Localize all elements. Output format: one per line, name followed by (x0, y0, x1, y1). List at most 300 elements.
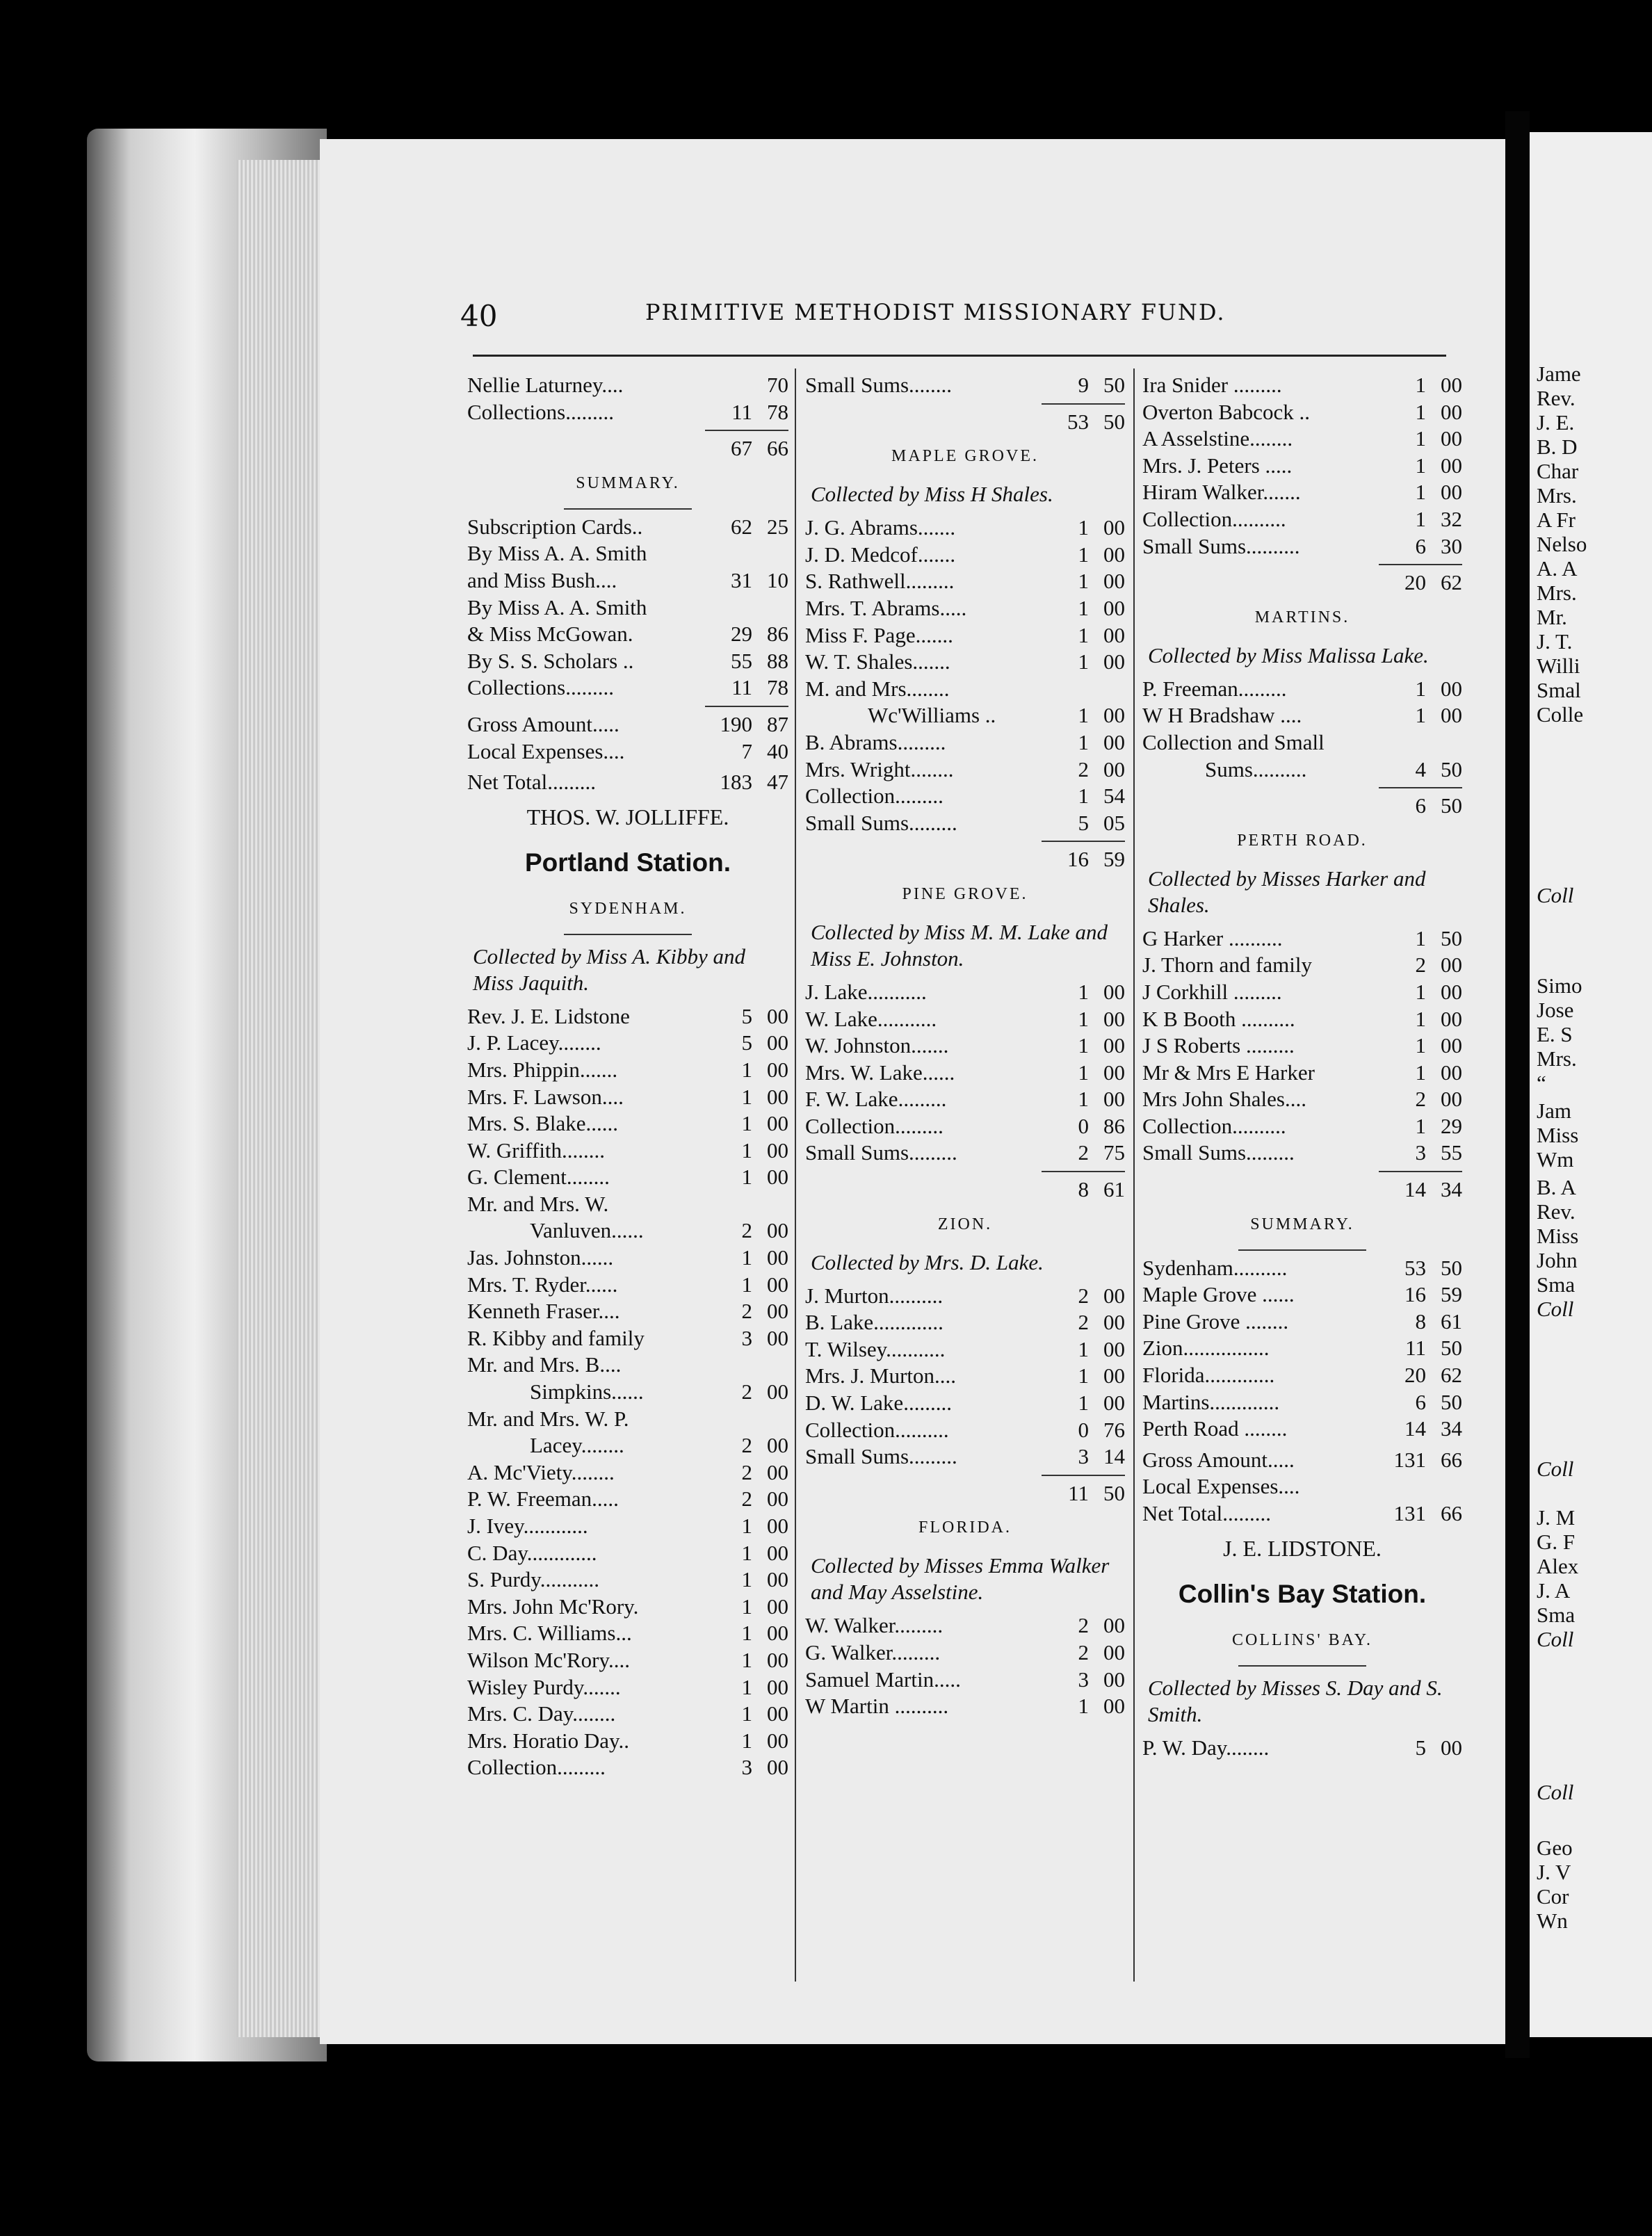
amount-dollars: 6 (1415, 533, 1426, 558)
amount-dollars: 1 (1415, 1006, 1426, 1031)
entry-name: Pine Grove ........ (1142, 1309, 1289, 1334)
entry-name: Gross Amount..... (1142, 1447, 1295, 1472)
amount-cents: 50 (1441, 756, 1462, 781)
entry-amount (1411, 793, 1463, 820)
entry-row (805, 1390, 1125, 1417)
entry-name: F. W. Lake......... (805, 1087, 947, 1112)
entry-name: Mrs. C. Day........ (467, 1701, 616, 1726)
total-rule (467, 702, 788, 711)
right-page-text: Char (1537, 459, 1579, 483)
amount-cents: 54 (1103, 784, 1125, 809)
header-rule (473, 355, 1446, 357)
entry-row (467, 711, 788, 738)
entry-row (1142, 1140, 1462, 1167)
entry-name: C. Day............. (467, 1540, 597, 1565)
entry-name: Collection......... (467, 1755, 606, 1780)
right-page-text: E. S (1537, 1022, 1573, 1046)
amount-dollars: 2 (741, 1218, 752, 1243)
amount-dollars: 2 (1078, 1310, 1089, 1335)
entry-name: A Asselstine........ (1142, 426, 1293, 451)
amount-cents: 00 (1103, 1613, 1125, 1638)
right-page-text: Jam (1537, 1099, 1571, 1123)
amount-dollars: 1 (741, 1514, 752, 1538)
entry-name: B. Lake............. (805, 1310, 944, 1335)
amount-dollars: 2 (741, 1486, 752, 1512)
entry-amount (1411, 1389, 1463, 1416)
entry-name: J. D. Medcof....... (805, 542, 956, 567)
amount-cents: 25 (767, 514, 788, 539)
amount-cents: 00 (1103, 1283, 1125, 1308)
entry-row (805, 1693, 1125, 1720)
entry-row (1142, 479, 1462, 506)
total-rule (1142, 560, 1462, 569)
amount-cents: 00 (767, 1111, 788, 1136)
entry-row (1142, 399, 1462, 426)
entry-amount (1411, 952, 1463, 979)
right-page-text: Miss (1537, 1224, 1579, 1248)
entry-amount (1411, 453, 1463, 480)
entry-row (1142, 506, 1462, 533)
entry-row (805, 729, 1125, 756)
amount-cents: 00 (767, 1433, 788, 1458)
entry-row (805, 1032, 1125, 1060)
entry-name: J. Thorn and family (1142, 953, 1312, 978)
amount-cents: 66 (1441, 1447, 1462, 1472)
amount-cents: 50 (1441, 1389, 1462, 1414)
entry-amount (1411, 426, 1463, 453)
section-heading: MARTINS. (1254, 608, 1350, 626)
entry-amount (738, 1003, 789, 1030)
right-page-text: A. A (1537, 556, 1578, 581)
entry-name: J. P. Lacey........ (467, 1030, 601, 1055)
entry-row (1142, 676, 1462, 703)
entry-amount (1411, 756, 1463, 784)
entry-row (805, 542, 1125, 569)
amount-dollars: 1 (1078, 703, 1089, 728)
amount-cents: 00 (1103, 979, 1125, 1004)
amount-cents: 00 (767, 1084, 788, 1109)
amount-dollars: 1 (1078, 542, 1089, 567)
entry-row (467, 1566, 788, 1594)
amount-dollars: 62 (731, 514, 752, 539)
amount-cents: 00 (767, 1647, 788, 1672)
amount-dollars: 6 (1415, 1389, 1426, 1414)
entry-row (1142, 952, 1462, 979)
entry-row (467, 1594, 788, 1621)
entry-name: Gross Amount..... (467, 711, 620, 736)
entry-row (467, 1272, 788, 1299)
entry-row (467, 1540, 788, 1567)
entry-row (1142, 1362, 1462, 1389)
entry-row (1142, 1281, 1462, 1309)
entry-amount (1074, 756, 1126, 784)
amount-cents: 00 (767, 1245, 788, 1270)
entry-row (467, 1245, 788, 1272)
entry-name: W H Bradshaw .... (1142, 703, 1302, 728)
entry-name: D. W. Lake......... (805, 1391, 952, 1416)
entry-amount (738, 1298, 789, 1325)
entry-name: Sums.......... (1205, 756, 1307, 781)
entry-name: Mr & Mrs E Harker (1142, 1060, 1315, 1085)
amount-cents: 00 (1441, 453, 1462, 478)
entry-row (467, 1217, 788, 1245)
right-page-text: Willi (1537, 654, 1580, 678)
entry-name: Mrs. T. Ryder...... (467, 1272, 618, 1297)
entry-amount (1074, 1113, 1126, 1140)
collector-line: Collected by Miss M. M. Lake and Miss E. Johnston. (811, 919, 1108, 971)
amount-dollars: 1 (1415, 979, 1426, 1004)
separator-rule (1142, 1245, 1462, 1255)
right-page-text: J. M (1537, 1505, 1576, 1530)
entry-name: Mrs. T. Abrams..... (805, 595, 967, 620)
right-page-text: Wm (1537, 1147, 1574, 1172)
column-middle (805, 372, 1125, 1720)
entry-row (805, 1309, 1125, 1336)
amount-cents: 00 (767, 1325, 788, 1350)
amount-dollars: 1 (741, 1165, 752, 1190)
amount-dollars: 1 (1415, 480, 1426, 505)
amount-cents: 00 (767, 1218, 788, 1243)
entry-name: W. T. Shales....... (805, 649, 950, 674)
amount-cents: 00 (1103, 595, 1125, 620)
entry-amount (1074, 1612, 1126, 1639)
right-page-text: J. E. (1537, 410, 1575, 435)
entry-amount (1411, 1006, 1463, 1033)
amount-dollars: 1 (741, 1057, 752, 1082)
column-divider-1 (795, 368, 796, 1982)
collector-line: Collected by Mrs. D. Lake. (811, 1249, 1044, 1274)
entry-amount (748, 1352, 788, 1379)
entry-name: Net Total......... (1142, 1501, 1271, 1525)
right-page-text: Mrs. (1537, 483, 1577, 508)
total-rule (805, 399, 1125, 409)
amount-dollars: 2 (1078, 1613, 1089, 1638)
amount-dollars: 1 (1078, 1033, 1089, 1058)
entry-amount (1074, 979, 1126, 1006)
amount-dollars: 1 (1415, 703, 1426, 728)
amount-cents: 00 (1441, 373, 1462, 397)
entry-amount (738, 1620, 789, 1647)
entry-amount (738, 1272, 789, 1299)
amount-dollars: 1 (1078, 979, 1089, 1004)
entry-row (805, 515, 1125, 542)
entry-name: Rev. J. E. Lidstone (467, 1003, 630, 1028)
entry-row (467, 399, 788, 426)
entry-amount (1400, 569, 1462, 597)
amount-cents: 00 (1103, 1006, 1125, 1031)
amount-dollars: 1 (1078, 729, 1089, 754)
amount-dollars: 53 (1067, 409, 1089, 434)
entry-name: Maple Grove ...... (1142, 1282, 1295, 1307)
entry-name: Nellie Laturney.... (467, 373, 624, 397)
entry-name: Perth Road ........ (1142, 1416, 1288, 1441)
amount-dollars: 1 (1415, 453, 1426, 478)
amount-cents: 00 (1441, 676, 1462, 701)
amount-cents: 00 (767, 1165, 788, 1190)
right-page-text: Rev. (1537, 386, 1576, 410)
right-page-text: B. A (1537, 1175, 1576, 1199)
right-page-text: Coll (1537, 1627, 1574, 1651)
entry-row (467, 1459, 788, 1486)
entry-name: Mr. and Mrs. B.... (467, 1352, 622, 1377)
entry-name: Wisley Purdy....... (467, 1674, 621, 1699)
entry-name: By Miss A. A. Smith (467, 594, 647, 619)
total-rule (805, 1471, 1125, 1480)
entry-name: Collections......... (467, 399, 614, 424)
amount-dollars: 6 (1415, 793, 1426, 818)
entry-name: Small Sums........ (805, 373, 953, 397)
entry-amount (738, 1432, 789, 1459)
amount-cents: 00 (1441, 703, 1462, 728)
amount-dollars: 1 (1415, 373, 1426, 397)
amount-dollars: 11 (731, 675, 752, 700)
amount-dollars: 4 (1415, 756, 1426, 781)
entry-name: Local Expenses.... (1142, 1474, 1300, 1499)
amount-dollars: 131 (1393, 1447, 1426, 1472)
amount-cents: 76 (1103, 1417, 1125, 1442)
right-page-text: Smal (1537, 678, 1581, 702)
amount-dollars: 67 (731, 436, 752, 461)
entry-name: Miss F. Page....... (805, 622, 953, 647)
entry-row (805, 676, 1125, 703)
entry-row (467, 648, 788, 675)
entry-row (467, 1406, 788, 1433)
entry-amount (716, 769, 789, 796)
entry-amount (738, 1513, 789, 1540)
amount-dollars: 190 (720, 711, 752, 736)
entry-name: Small Sums......... (1142, 1140, 1295, 1165)
entry-amount (1411, 506, 1463, 533)
total-rule (467, 426, 788, 435)
entry-name: Mrs. Phippin....... (467, 1057, 618, 1082)
subtotal-row (805, 1176, 1125, 1204)
amount-cents: 00 (1441, 426, 1462, 451)
entry-row (1142, 1060, 1462, 1087)
entry-row (1142, 1335, 1462, 1362)
right-page-text: J. V (1537, 1860, 1571, 1884)
entry-amount (738, 1164, 789, 1191)
total-rule (805, 836, 1125, 846)
amount-cents: 47 (767, 770, 788, 795)
amount-cents: 00 (767, 1755, 788, 1780)
entry-amount (1074, 1032, 1126, 1060)
entry-amount (727, 399, 788, 426)
entry-row (805, 1086, 1125, 1113)
amount-dollars: 1 (1415, 1060, 1426, 1085)
right-page-text: Mr. (1537, 605, 1567, 629)
entry-amount (1074, 622, 1126, 649)
right-page-text: A Fr (1537, 508, 1576, 532)
amount-dollars: 2 (741, 1299, 752, 1324)
entry-row (467, 1620, 788, 1647)
entry-amount (1411, 925, 1463, 953)
entry-row (1142, 979, 1462, 1006)
amount-cents: 00 (1441, 953, 1462, 978)
entry-amount (1064, 1480, 1125, 1507)
entry-row (467, 1325, 788, 1352)
entry-row (1142, 1735, 1462, 1762)
entry-row (805, 1006, 1125, 1033)
right-page-text: “ (1537, 1071, 1546, 1095)
entry-row (467, 1701, 788, 1728)
right-page-text: Simo (1537, 973, 1582, 998)
amount-dollars: 1 (1415, 506, 1426, 531)
amount-cents: 29 (1441, 1113, 1462, 1138)
amount-cents: 00 (767, 1514, 788, 1538)
entry-name: Martins............. (1142, 1389, 1280, 1414)
entry-name: Ira Snider ......... (1142, 373, 1282, 397)
entry-name: Sydenham.......... (1142, 1255, 1288, 1280)
amount-dollars: 1 (1415, 925, 1426, 950)
entry-amount (1390, 1447, 1463, 1474)
right-page-text: Geo (1537, 1836, 1573, 1860)
entry-amount (1074, 542, 1126, 569)
right-page-text: Coll (1537, 1780, 1574, 1804)
entry-row (1142, 1255, 1462, 1282)
entry-name: Mrs. S. Blake...... (467, 1111, 618, 1136)
entry-row (467, 540, 788, 567)
entry-row (467, 1728, 788, 1755)
subtotal-row (805, 846, 1125, 873)
entry-amount (1411, 1735, 1463, 1762)
right-page-text: B. D (1537, 435, 1578, 459)
entry-amount (1074, 372, 1126, 399)
amount-dollars: 5 (741, 1003, 752, 1028)
amount-dollars: 1 (1078, 784, 1089, 809)
entry-row (1142, 925, 1462, 953)
entry-row (467, 1110, 788, 1137)
entry-amount (1400, 1176, 1462, 1204)
amount-cents: 00 (1103, 1310, 1125, 1335)
amount-dollars: 1 (741, 1272, 752, 1297)
entry-amount (748, 540, 788, 567)
entry-amount (748, 372, 788, 399)
entry-amount (738, 1057, 789, 1084)
amount-cents: 55 (1441, 1140, 1462, 1165)
entry-name: W. Griffith........ (467, 1137, 606, 1162)
entry-amount (1422, 729, 1462, 756)
page-stack-edge (236, 160, 320, 2037)
section-heading: MAPLE GROVE. (891, 447, 1039, 466)
entry-amount (738, 1379, 789, 1406)
amount-cents: 00 (767, 1567, 788, 1592)
amount-cents: 32 (1441, 506, 1462, 531)
book-gutter (1505, 111, 1530, 2058)
amount-dollars: 14 (1404, 1416, 1426, 1441)
entry-row (805, 372, 1125, 399)
entry-amount (1411, 479, 1463, 506)
entry-row (805, 756, 1125, 784)
collector-line: Collected by Miss H Shales. (811, 482, 1053, 507)
amount-dollars: 2 (1078, 756, 1089, 781)
amount-dollars: 1 (741, 1540, 752, 1565)
entry-row (467, 1030, 788, 1057)
amount-dollars: 1 (1078, 649, 1089, 674)
amount-dollars: 16 (1067, 847, 1089, 872)
right-page-text: Cor (1537, 1884, 1569, 1909)
entry-row (1142, 453, 1462, 480)
column-right (1142, 372, 1462, 1761)
amount-cents: 50 (1441, 925, 1462, 950)
entry-name: G. Clement........ (467, 1165, 610, 1190)
amount-cents: 00 (1441, 480, 1462, 505)
entry-name: G Harker .......... (1142, 925, 1283, 950)
entry-amount (738, 738, 789, 765)
entry-amount (1074, 1176, 1126, 1204)
amount-cents: 00 (1103, 1667, 1125, 1692)
amount-dollars: 1 (1415, 426, 1426, 451)
entry-row (467, 1298, 788, 1325)
amount-dollars: 1 (1415, 1033, 1426, 1058)
entry-amount (748, 1191, 788, 1218)
entry-row (805, 1612, 1125, 1639)
entry-name: P. W. Day........ (1142, 1735, 1270, 1760)
entry-amount (727, 435, 788, 462)
amount-cents: 00 (767, 1594, 788, 1619)
entry-name: J. G. Abrams....... (805, 515, 956, 540)
entry-row (467, 1137, 788, 1165)
entry-name: P. Freeman......... (1142, 676, 1287, 701)
amount-dollars: 3 (1415, 1140, 1426, 1165)
entry-row (467, 1164, 788, 1191)
amount-cents: 00 (1103, 1391, 1125, 1416)
amount-dollars: 7 (741, 738, 752, 763)
amount-cents: 00 (1103, 649, 1125, 674)
amount-dollars: 1 (1415, 676, 1426, 701)
subtotal-row (467, 435, 788, 462)
collector-line: Collected by Miss Malissa Lake. (1148, 642, 1429, 667)
entry-name: Vanluven...... (530, 1218, 644, 1243)
amount-dollars: 1 (1078, 1363, 1089, 1388)
entry-name: W Martin .......... (805, 1694, 949, 1719)
entry-amount (1074, 568, 1126, 595)
entry-amount (1074, 1283, 1126, 1310)
amount-dollars: 11 (731, 399, 752, 424)
amount-cents: 50 (1441, 793, 1462, 818)
amount-dollars: 1 (741, 1674, 752, 1699)
entry-name: Mrs. W. Lake...... (805, 1060, 955, 1085)
amount-cents: 00 (1103, 1060, 1125, 1085)
collector-line: Collected by Misses S. Day and S. Smith. (1148, 1675, 1443, 1726)
entry-amount (738, 1728, 789, 1755)
amount-dollars: 2 (741, 1379, 752, 1404)
page-number: 40 (460, 299, 498, 333)
amount-dollars: 11 (1405, 1336, 1426, 1361)
amount-dollars: 5 (1078, 810, 1089, 835)
amount-cents: 50 (1103, 1480, 1125, 1505)
entry-name: Mr. and Mrs. W. P. (467, 1406, 629, 1431)
amount-cents: 75 (1103, 1140, 1125, 1165)
right-page-text: J. T. (1537, 629, 1573, 654)
entry-name: Mr. and Mrs. W. (467, 1191, 609, 1216)
amount-cents: 00 (1103, 1087, 1125, 1112)
amount-cents: 62 (1441, 1363, 1462, 1388)
entry-amount (738, 1137, 789, 1165)
signature: J. E. LIDSTONE. (1223, 1535, 1382, 1561)
entry-amount (727, 514, 788, 541)
amount-dollars: 31 (731, 567, 752, 592)
amount-dollars: 1 (741, 1137, 752, 1162)
entry-amount (1074, 810, 1126, 837)
entry-amount (1411, 1060, 1463, 1087)
entry-amount (748, 594, 788, 622)
signature: THOS. W. JOLLIFFE. (526, 804, 729, 829)
entry-amount (1074, 649, 1126, 676)
right-page-text: Jame (1537, 362, 1581, 386)
amount-cents: 00 (1103, 622, 1125, 647)
entry-amount (716, 711, 789, 738)
amount-cents: 00 (767, 1379, 788, 1404)
